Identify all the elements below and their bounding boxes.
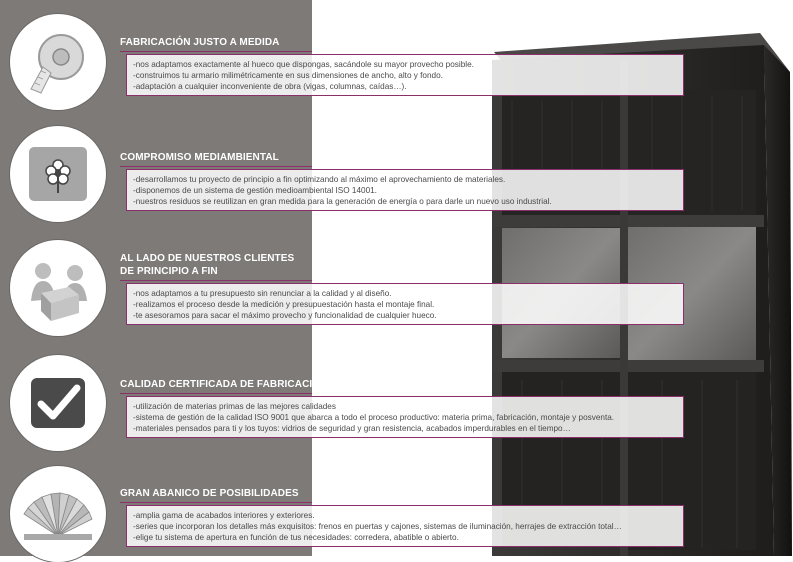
- feature-title: FABRICACIÓN JUSTO A MEDIDA: [120, 37, 280, 48]
- feature-description: [126, 54, 684, 96]
- feature-description: [126, 169, 684, 211]
- description-line: -te asesoramos para sacar el máximo provecho y funcionalidad de cualquier hueco.: [133, 311, 437, 320]
- description-line: -construimos tu armario milimétricamente en sus dimensiones de ancho, alto y fondo.: [133, 71, 443, 80]
- title-underline: [120, 502, 312, 503]
- description-line: -desarrollamos tu proyecto de principio a fin optimizando al máximo el aprovechamiento de materiales.: [133, 175, 506, 184]
- feature-title: COMPROMISO MEDIAMBIENTAL: [120, 152, 279, 163]
- feature-title: GRAN ABANICO DE POSIBILIDADES: [120, 488, 299, 499]
- feature-description: [126, 283, 684, 325]
- description-line: -elige tu sistema de apertura en función de tus necesidades: corredera, abatible o abierto.: [133, 533, 459, 542]
- title-underline: [120, 393, 312, 394]
- description-line: -adaptación a cualquier inconveniente de obra (vigas, columnas, caídas…).: [133, 82, 407, 91]
- description-line: -materiales pensados para ti y los tuyos: vidrios de seguridad y gran resistencia, acabados imperdurables en el tiempo…: [133, 424, 571, 433]
- description-line: -nos adaptamos a tu presupuesto sin renunciar a la calidad y al diseño.: [133, 289, 392, 298]
- title-underline: [120, 166, 312, 167]
- description-line: -sistema de gestión de la calidad ISO 9001 que abarca a todo el proceso productivo: materia prima, fabricación, montaje y posventa.: [133, 413, 615, 422]
- feature-description: [126, 396, 684, 438]
- feature-title: CALIDAD CERTIFICADA DE FABRICACIÓN: [120, 379, 328, 390]
- description-line: -realizamos el proceso desde la medición y presupuestación hasta el montaje final.: [133, 300, 435, 309]
- feature-description: [126, 505, 684, 547]
- description-line: -amplia gama de acabados interiores y exteriores.: [133, 511, 315, 520]
- people-box-icon: [10, 240, 106, 336]
- title-underline: [120, 51, 312, 52]
- description-line: -nuestros residuos se reutilizan en gran medida para la generación de energía o para darle un nuevo uso industrial.: [133, 197, 552, 206]
- description-line: -disponemos de un sistema de gestión medioambiental ISO 14001.: [133, 186, 377, 195]
- title-underline: [120, 280, 312, 281]
- swatch-fan-icon: [10, 466, 106, 562]
- description-line: -nos adaptamos exactamente al hueco que dispongas, sacándole su mayor provecho posible.: [133, 60, 474, 69]
- checkmark-icon: [10, 355, 106, 451]
- feature-title: AL LADO DE NUESTROS CLIENTES DE PRINCIPIO A FIN: [120, 253, 295, 277]
- description-line: -series que incorporan los detalles más exquisitos: frenos en puertas y cajones, sistemas de iluminación, herrajes de extracción total…: [133, 522, 622, 531]
- eco-flower-icon: [10, 126, 106, 222]
- measuring-tape-icon: [10, 14, 106, 110]
- description-line: -utilización de materias primas de las mejores calidades: [133, 402, 336, 411]
